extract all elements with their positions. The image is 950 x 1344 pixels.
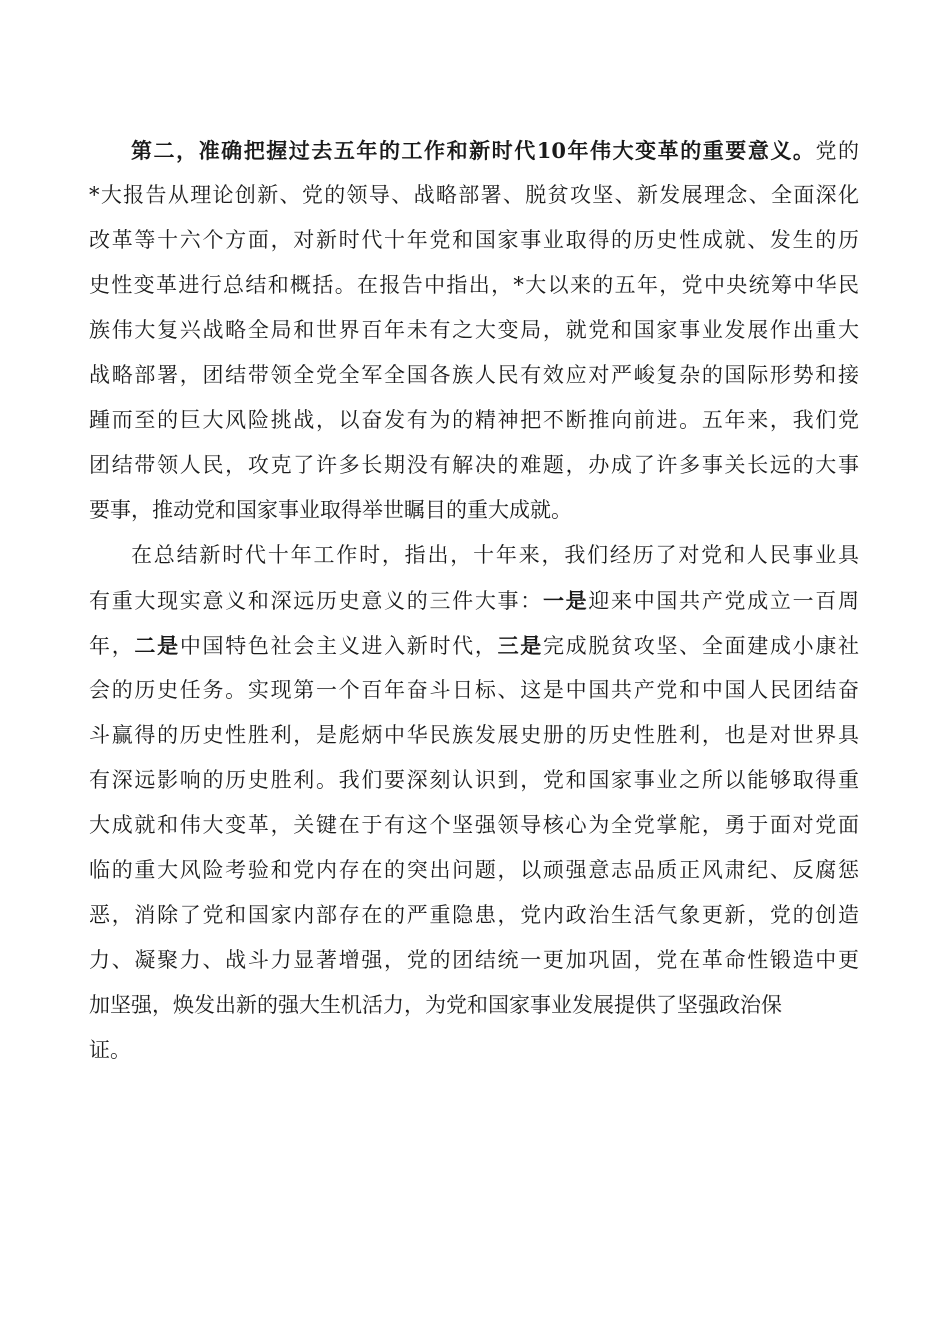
text-line <box>89 713 859 758</box>
text-span: 临的重大风险考验和党内存在的突出问题，以顽强意志品质正风肃纪、反腐惩 <box>89 858 859 882</box>
bold-text-span: 第二，准确把握过去五年的工作和新时代10年伟大变革的重要意义。 <box>131 138 816 163</box>
text-line <box>89 443 859 488</box>
text-line <box>89 398 859 443</box>
text-span: 恶，消除了党和国家内部存在的严重隐患，党内政治生活气象更新，党的创造 <box>89 903 859 927</box>
text-span: 证。 <box>89 1038 131 1062</box>
text-span: 党的 <box>815 139 859 163</box>
text-span: 团结带领人民，攻克了许多长期没有解决的难题，办成了许多事关长远的大事 <box>89 453 859 477</box>
text-span: 改革等十六个方面，对新时代十年党和国家事业取得的历史性成就、发生的历 <box>89 228 859 252</box>
text-line <box>89 938 859 983</box>
text-span: 会的历史任务。实现第一个百年奋斗日标、这是中国共产党和中国人民团结奋 <box>89 678 859 702</box>
text-line <box>89 533 859 578</box>
paragraph <box>89 128 859 533</box>
text-span: 年， <box>89 634 135 658</box>
text-span: 史性变革进行总结和概括。在报告中指出，*大以来的五年，党中央统筹中华民 <box>89 273 859 297</box>
text-span: 在总结新时代十年工作时，指出，十年来，我们经历了对党和人民事业具 <box>131 543 859 567</box>
text-span: 族伟大复兴战略全局和世界百年未有之大变局，就党和国家事业发展作出重大 <box>89 318 859 342</box>
text-span: *大报告从理论创新、党的领导、战略部署、脱贫攻坚、新发展理念、全面深化 <box>89 183 859 207</box>
paragraph <box>89 533 859 1073</box>
text-line <box>89 263 859 308</box>
text-span: 迎来中国共产党成立一百周 <box>588 589 859 613</box>
text-line <box>89 578 859 623</box>
text-span: 完成脱贫攻坚、全面建成小康社 <box>542 634 859 658</box>
text-span: 踵而至的巨大风险挑战，以奋发有为的精神把不断推向前进。五年来，我们党 <box>89 408 859 432</box>
text-span: 战略部署，团结带领全党全军全国各族人民有效应对严峻复杂的国际形势和接 <box>89 363 859 387</box>
bold-text-span: 一是 <box>542 588 589 613</box>
text-line <box>89 353 859 398</box>
bold-text-span: 三是 <box>497 633 543 658</box>
text-line <box>89 308 859 353</box>
text-span: 加坚强，焕发出新的强大生机活力，为党和国家事业发展提供了坚强政治保 <box>89 993 782 1017</box>
text-span: 有重大现实意义和深远历史意义的三件大事： <box>89 589 543 613</box>
text-span: 斗赢得的历史性胜利，是彪炳中华民族发展史册的历史性胜利，也是对世界具 <box>89 723 859 747</box>
text-span: 要事，推动党和国家事业取得举世瞩目的重大成就。 <box>89 498 572 522</box>
text-line <box>89 1028 859 1073</box>
text-line <box>89 758 859 803</box>
text-line <box>89 623 859 668</box>
document-body <box>89 128 859 1073</box>
bold-text-span: 二是 <box>134 633 180 658</box>
text-line <box>89 983 859 1028</box>
text-line <box>89 668 859 713</box>
text-span: 大成就和伟大变革，关键在于有这个坚强领导核心为全党掌舵，勇于面对党面 <box>89 813 859 837</box>
text-line <box>89 848 859 893</box>
text-line <box>89 893 859 938</box>
text-span: 力、凝聚力、战斗力显著增强，党的团结统一更加巩固，党在革命性锻造中更 <box>89 948 859 972</box>
text-line <box>89 218 859 263</box>
text-line <box>89 803 859 848</box>
text-line <box>89 128 859 173</box>
text-line <box>89 173 859 218</box>
text-span: 有深远影响的历史胜利。我们要深刻认识到，党和国家事业之所以能够取得重 <box>89 768 859 792</box>
text-line <box>89 488 859 533</box>
text-span: 中国特色社会主义进入新时代， <box>179 634 498 658</box>
